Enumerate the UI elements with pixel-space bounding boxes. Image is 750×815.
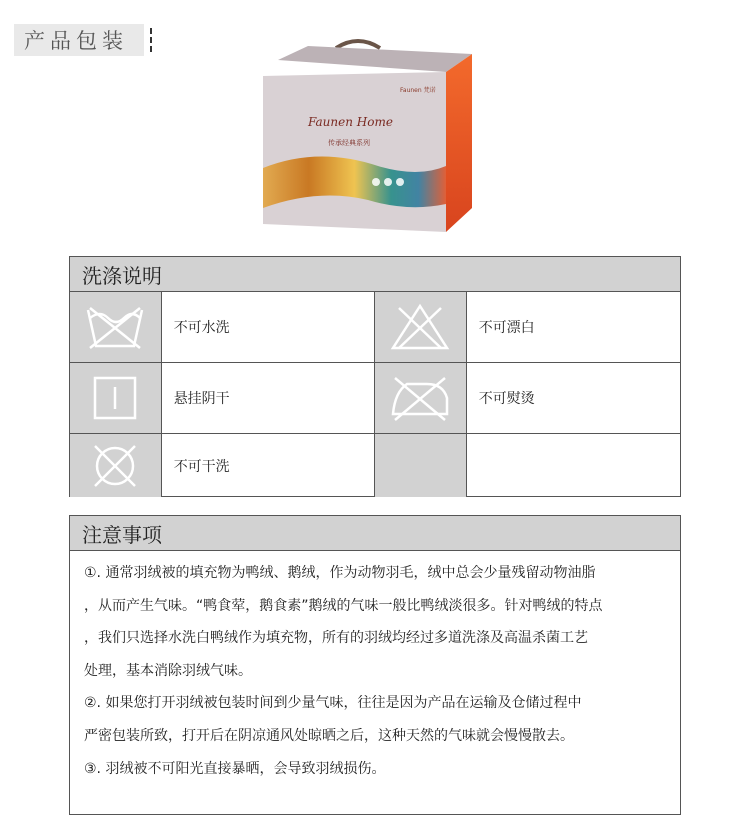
product-box-image (258, 28, 478, 236)
care-label: 不可熨烫 (478, 391, 535, 407)
dashed-divider (150, 28, 152, 52)
box-top (278, 46, 472, 72)
box-script-title: Faunen Home (308, 115, 393, 129)
box-subtitle: 传承经典系列 (328, 139, 370, 147)
care-label: 不可漂白 (478, 320, 535, 336)
section-tag-label: 产品包装 (24, 29, 128, 53)
care-instructions-table (69, 256, 681, 497)
notice-line: ②. 如果您打开羽绒被包装时间到少量气味，往往是因为产品在运输及仓储过程中 (84, 695, 582, 712)
care-label: 悬挂阴干 (162, 363, 375, 433)
table-row (70, 363, 680, 434)
empty-icon-cell (375, 434, 467, 497)
notice-line: ③. 羽绒被不可阳光直接暴晒，会导致羽绒损伤。 (84, 760, 386, 777)
care-label: 不可水洗 (162, 292, 375, 362)
empty-text-cell (467, 434, 680, 497)
box-handle (336, 41, 380, 48)
box-front (263, 72, 446, 232)
notice-line: ，我们只选择水洗白鸭绒作为填充物，所有的羽绒均经过多道洗涤及高温杀菌工艺 (84, 630, 588, 647)
notice-body (70, 551, 680, 785)
notice-line: ①. 通常羽绒被的填充物为鸭绒、鹅绒，作为动物羽毛，绒中总会少量残留动物油脂 (84, 565, 596, 581)
no-wash-icon (70, 292, 162, 362)
no-dry-clean-icon (70, 434, 162, 497)
notice-line: 处理，基本消除羽绒气味。 (84, 662, 252, 679)
box-side (446, 54, 472, 232)
notice-header (70, 516, 680, 551)
notice-line: 严密包装所致，打开后在阴凉通风处晾晒之后，这种天然的气味就会慢慢散去。 (84, 727, 574, 744)
care-instructions-header (70, 257, 680, 292)
table-row (70, 434, 680, 497)
no-bleach-icon (375, 292, 467, 362)
notice-title: 注意事项 (82, 522, 162, 547)
hang-dry-icon (70, 363, 162, 433)
care-label: 不可干洗 (162, 434, 375, 497)
section-tag-product-packaging (14, 24, 144, 56)
care-instructions-title: 洗涤说明 (82, 263, 162, 288)
notice-table (69, 515, 681, 815)
box-brand-logo: Faunen 梵诺 (400, 87, 436, 94)
table-row (70, 292, 680, 363)
no-iron-icon (375, 363, 467, 433)
notice-line: ，从而产生气味。“鸭食荤，鹅食素”鹅绒的气味一般比鸭绒淡很多。针对鸭绒的特点 (84, 597, 603, 614)
